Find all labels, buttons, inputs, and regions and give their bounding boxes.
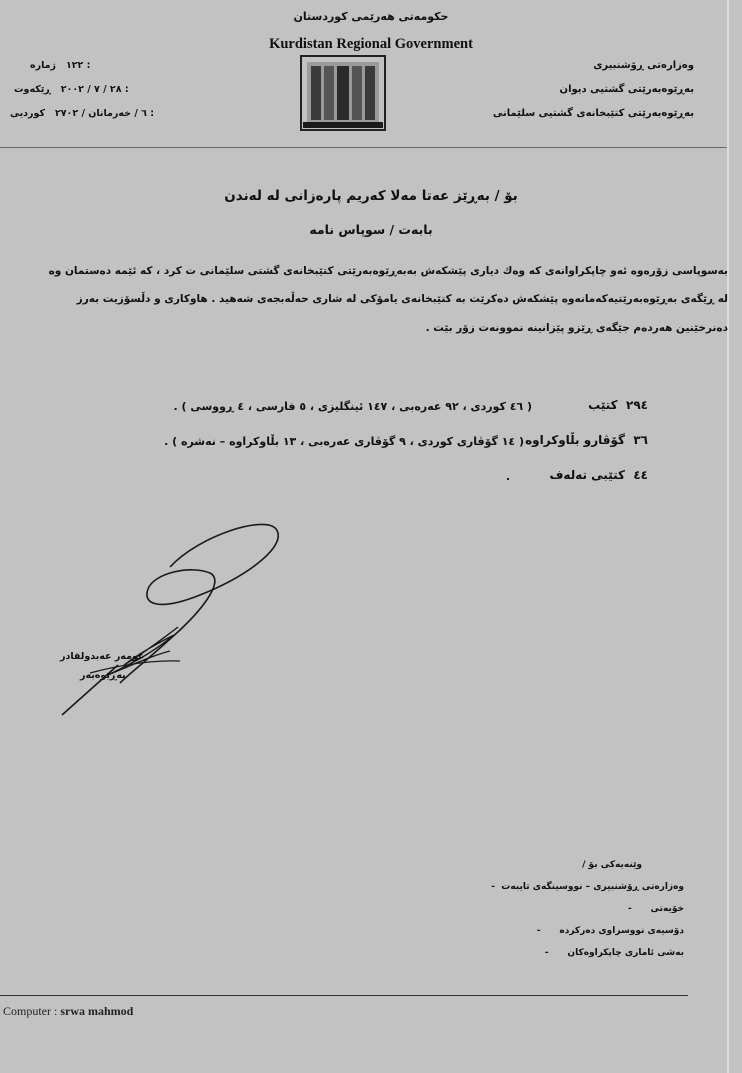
- body-line-3: دەنرخێنین هەردەم جێگەی ڕێزو پێزانینە نموونەت زۆر بێت .: [425, 322, 728, 334]
- copies-entry-4: بەشی ئاماری چاپکراوەکان -: [544, 948, 684, 958]
- item-2-label: گۆڤارو بڵاوکراوە: [525, 433, 625, 447]
- government-name-english: Kurdistan Regional Government: [269, 36, 473, 52]
- reference-kurdish-date-label: کوردیی :: [10, 108, 155, 119]
- signatory-name: عومەر عەبدولقادر: [60, 651, 145, 662]
- reference-date: [14, 84, 129, 95]
- letter-addressee: بۆ / بەڕێز عەتا مەلا کەریم پارەزانی لە لەندن: [224, 188, 518, 204]
- government-building-logo: [297, 54, 389, 134]
- header-divider: [0, 147, 727, 148]
- reference-number-value: ١٢٢: [65, 60, 84, 71]
- copies-entry-3: دۆسیەی نووسراوی دەرکردە -: [536, 926, 684, 936]
- ministry-line-3: بەڕێوەبەرێتی کتێبخانەی گشتیی سلێمانی: [492, 108, 694, 119]
- item-3-count-label: [549, 468, 648, 482]
- copies-entry-1: وەزارەتی ڕۆشنبیری – نووسینگەی تایبەت -: [491, 882, 684, 892]
- copies-heading: وێنەیەکی بۆ /: [582, 860, 642, 870]
- item-3-label: کتێبی تەلەف: [549, 468, 625, 482]
- item-1-count-label: [588, 398, 648, 412]
- item-1-label: کتێب: [588, 398, 618, 412]
- handwritten-signature: [50, 515, 290, 725]
- government-name-kurdish: حکومەتی هەرێمی کوردستان: [293, 10, 449, 23]
- item-3-detail: .: [505, 470, 510, 483]
- reference-number-label: ژمارە :: [30, 60, 91, 71]
- ministry-line-2: بەڕێوەبەرێتی گشتیی دیوان: [559, 84, 694, 95]
- page-edge: [727, 0, 729, 1073]
- item-2-count-label: [525, 433, 648, 447]
- body-line-1: بەسوپاسی زۆرەوە ئەو چاپکراوانەی کە وەك دیاری پێشکەش بەبەڕێوەبەرێتی کتێبخانەی گشتی سلێمانی ت کرد ، کە ئێمە دەستمان وە: [48, 265, 728, 277]
- item-1-count: ٢٩٤: [626, 398, 648, 412]
- footer-divider: [0, 995, 688, 996]
- item-3-count: ٤٤: [633, 468, 648, 482]
- reference-date-value: ٢٨ / ٧ / ٢٠٠٢: [60, 84, 122, 95]
- footer-label: Computer :: [3, 1004, 58, 1018]
- reference-number: [30, 60, 90, 71]
- body-line-2: لە ڕێگەی بەڕێوەبەرێتیەکەمانەوە پێشکەش دەکرێت بە کتێبخانەی یامۆکی لە شاری حەڵەبجەی شەهید . هاوکاری و دڵسۆزیت بەرز: [76, 293, 728, 305]
- reference-date-label: ڕێکەوت :: [14, 84, 129, 95]
- item-2-count: ٣٦: [633, 433, 648, 447]
- footer-operator-name: srwa mahmod: [60, 1004, 134, 1018]
- reference-kurdish-date: [10, 108, 154, 119]
- ministry-line-1: وەزارەتی ڕۆشنبیری: [593, 60, 694, 71]
- signatory-title: بەڕێوەبەر: [80, 670, 126, 681]
- reference-kurdish-date-value: ٦ / خەرمانان / ٢٧٠٢: [54, 108, 147, 119]
- letter-subject: بابەت / سوپاس نامە: [309, 222, 433, 237]
- footer-computer-operator: [3, 1004, 133, 1019]
- copies-entry-2: خۆیەتی -: [628, 904, 684, 914]
- item-2-detail: ( ١٤ گۆڤاری کوردی ، ٩ گۆڤاری عەرەبی ، ١٣ بڵاوکراوە – نەشرە ) .: [164, 435, 524, 448]
- item-1-detail: ( ٤٦ کوردی ، ٩٢ عەرەبی ، ١٤٧ ئینگلیزی ، ٥ فارسی ، ٤ ڕووسی ) .: [173, 400, 532, 413]
